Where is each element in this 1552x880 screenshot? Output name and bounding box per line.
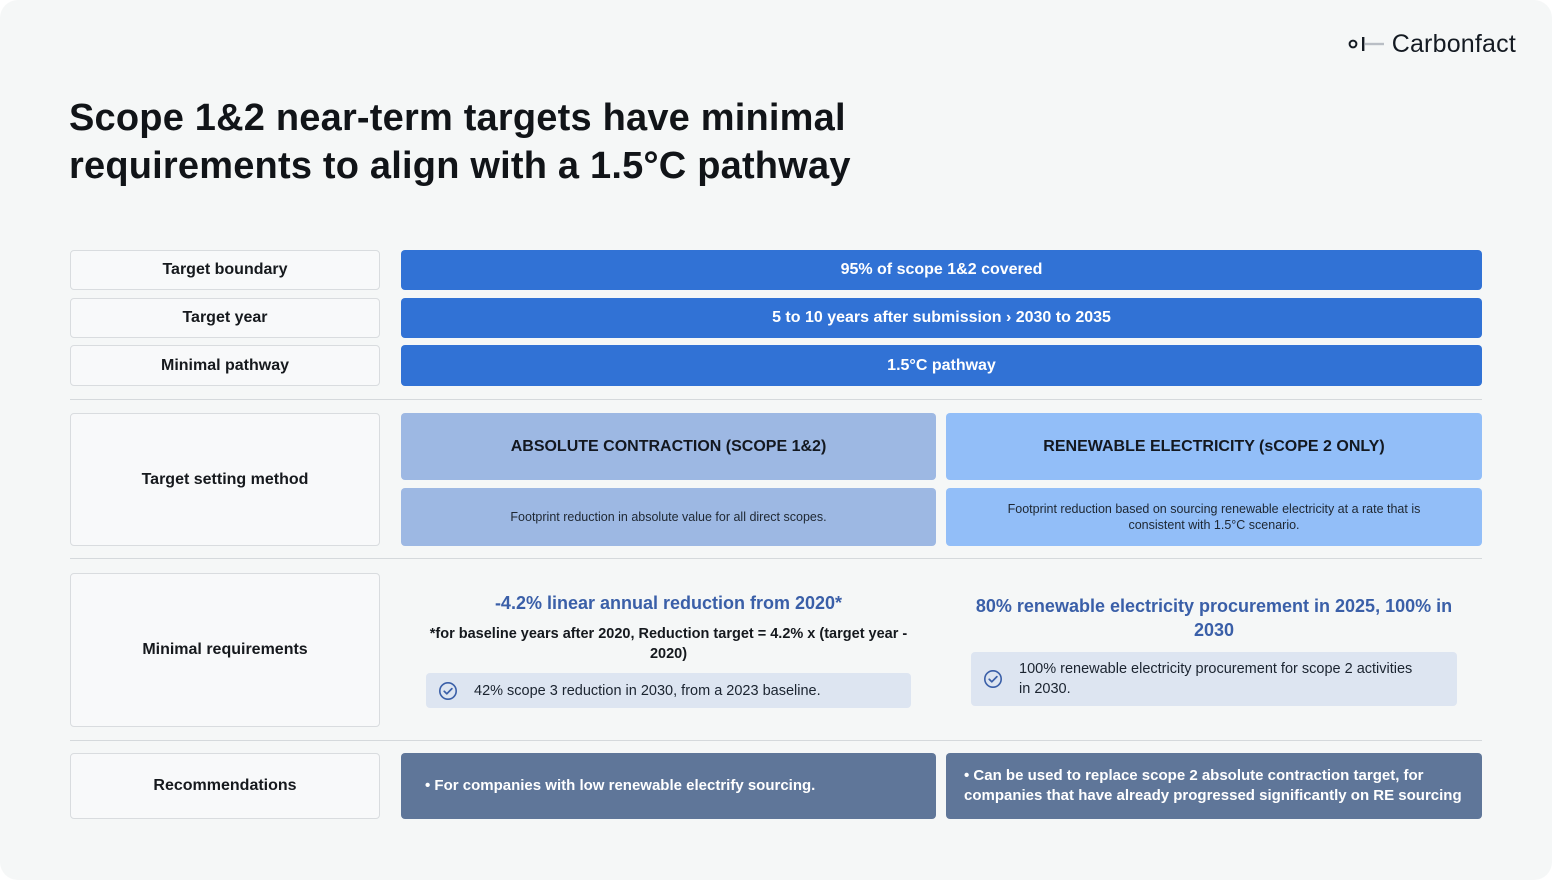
- brand-logo: [1348, 28, 1516, 60]
- absolute-recommendation: • For companies with low renewable electrify sourcing.: [401, 753, 936, 819]
- divider: [70, 740, 1482, 741]
- renewable-requirement-check-text: 100% renewable electricity procurement for scope 2 activities in 2030.: [1019, 661, 1413, 697]
- absolute-requirement-headline: -4.2% linear annual reduction from 2020*: [494, 593, 843, 613]
- check-circle-icon: [438, 681, 458, 701]
- renewable-requirement-check: [971, 652, 1457, 706]
- absolute-requirement-note: *for baseline years after 2020, Reduction target = 4.2% x (target year - 2020): [429, 626, 908, 662]
- renewable-electricity-description: Footprint reduction based on sourcing renewable electricity at a rate that is consistent with 1.5°C scenario.: [946, 488, 1482, 546]
- carbonfact-logo-icon: [1348, 28, 1384, 60]
- target-setting-method-label: Target setting method: [70, 413, 380, 546]
- target-boundary-value: 95% of scope 1&2 covered: [401, 250, 1482, 290]
- check-circle-icon: [983, 669, 1003, 689]
- recommendations-label: Recommendations: [70, 753, 380, 819]
- minimal-requirements-label: Minimal requirements: [70, 573, 380, 727]
- page-title: [69, 94, 969, 190]
- absolute-contraction-heading: ABSOLUTE CONTRACTION (SCOPE 1&2): [401, 413, 936, 480]
- divider: [70, 399, 1482, 400]
- title-line-2: requirements to align with a 1.5°C pathway: [69, 145, 851, 187]
- minimal-pathway-value: 1.5°C pathway: [401, 345, 1482, 386]
- minimal-pathway-label: Minimal pathway: [70, 345, 380, 386]
- title-line-1: Scope 1&2 near-term targets have minimal: [69, 97, 846, 139]
- absolute-requirement-check-text: 42% scope 3 reduction in 2030, from a 2023 baseline.: [474, 682, 821, 699]
- target-year-label: Target year: [70, 298, 380, 338]
- target-year-value: 5 to 10 years after submission › 2030 to 2035: [401, 298, 1482, 338]
- brand-name: Carbonfact: [1391, 29, 1516, 58]
- divider: [70, 558, 1482, 559]
- renewable-requirement-headline: 80% renewable electricity procurement in 2025, 100% in 2030: [975, 596, 1453, 640]
- absolute-requirement-check: [426, 673, 911, 708]
- renewable-recommendation: • Can be used to replace scope 2 absolute contraction target, for companies that have already progressed significantly on RE sourcing: [946, 753, 1482, 819]
- renewable-electricity-heading: RENEWABLE ELECTRICITY (sCOPE 2 ONLY): [946, 413, 1482, 480]
- absolute-contraction-description: Footprint reduction in absolute value for all direct scopes.: [401, 488, 936, 546]
- target-boundary-label: Target boundary: [70, 250, 380, 290]
